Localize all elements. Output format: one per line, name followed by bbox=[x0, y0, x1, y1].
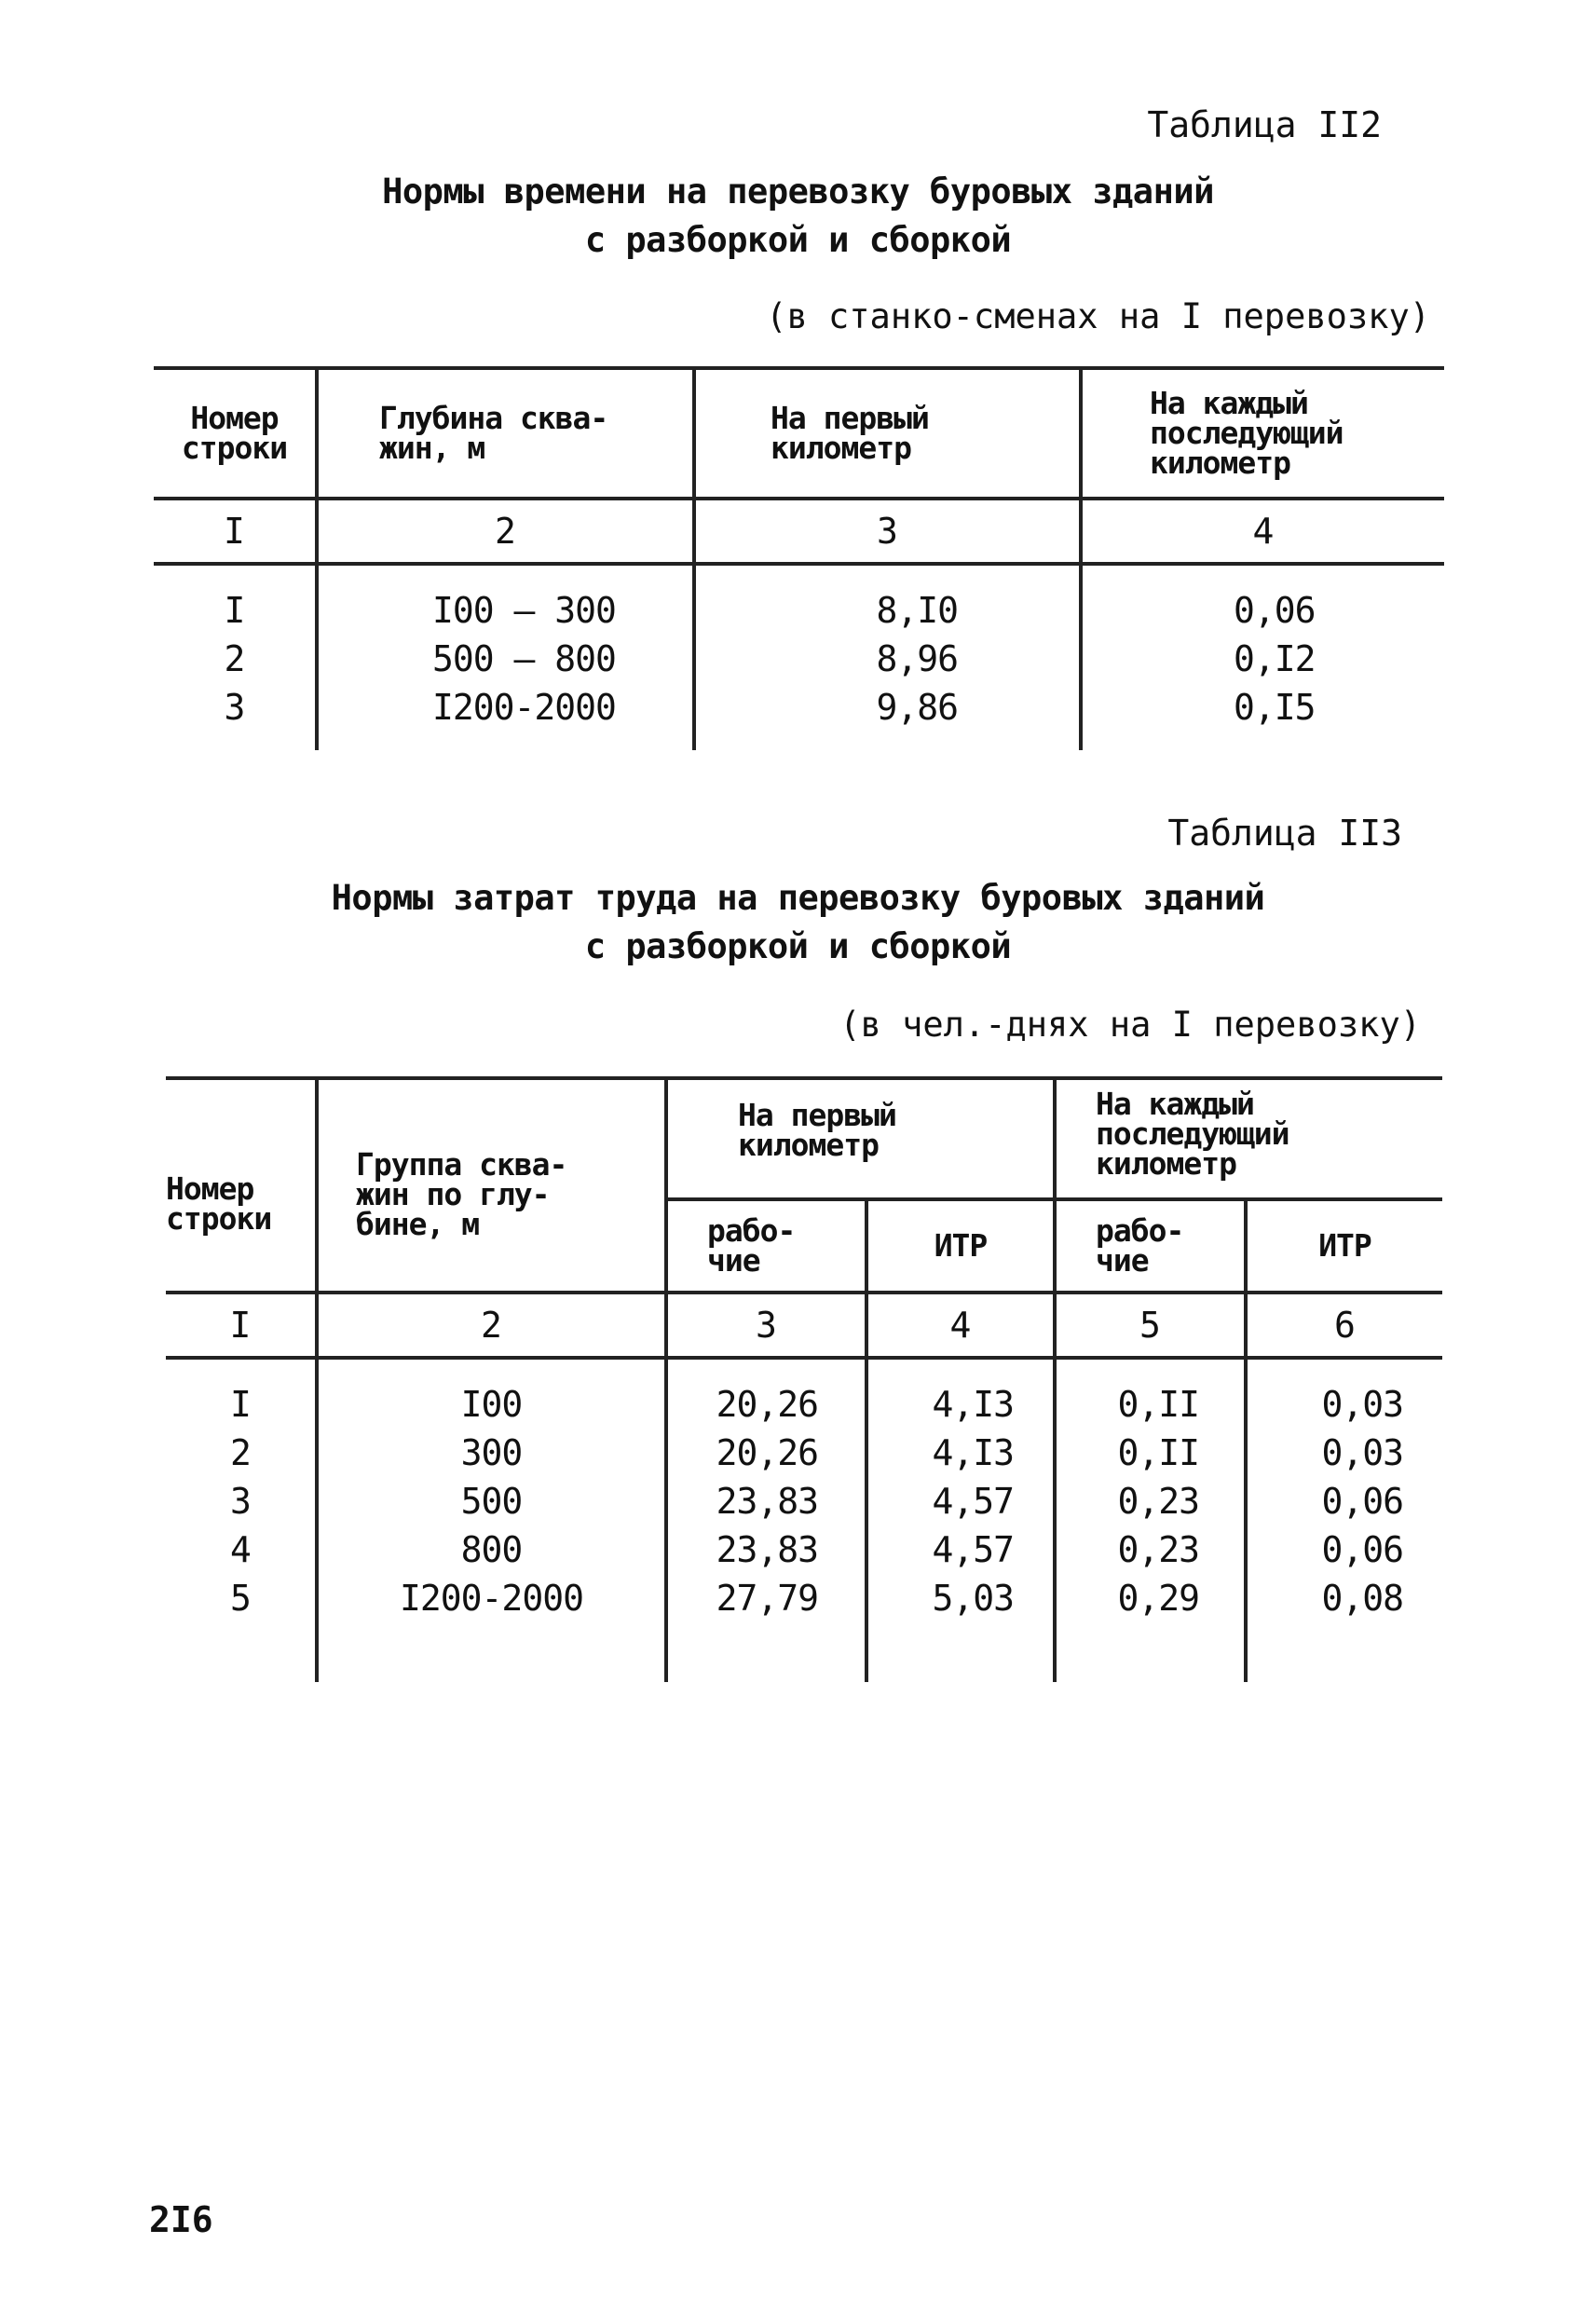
next-itr-value: 0,03 bbox=[1321, 1384, 1403, 1425]
next-workers-value: 0,II bbox=[1117, 1384, 1199, 1425]
first-km-value: 9,86 bbox=[876, 687, 958, 728]
row-number: 3 bbox=[224, 687, 245, 728]
first-km-value: 8,96 bbox=[876, 638, 958, 679]
first-km-value: 8,I0 bbox=[876, 590, 958, 631]
next-km-value: 0,I2 bbox=[1234, 638, 1316, 679]
row-number: 3 bbox=[230, 1481, 251, 1522]
header-next-km: На каждый последующий километр bbox=[1055, 1078, 1442, 1199]
next-itr-value: 0,03 bbox=[1321, 1432, 1403, 1473]
page-number: 2I6 bbox=[149, 2199, 213, 2240]
group-cell bbox=[317, 1358, 666, 1682]
col-number: 5 bbox=[1055, 1293, 1246, 1358]
first-workers-value: 23,83 bbox=[716, 1481, 818, 1522]
header-next-km: На каждый последующий километр bbox=[1081, 368, 1444, 499]
header-row-number: Номер строки bbox=[166, 1078, 317, 1293]
table-113-body bbox=[166, 1358, 1442, 1682]
col-number: 2 bbox=[317, 499, 694, 564]
table-113-units: (в чел.-днях на I перевозку) bbox=[839, 1005, 1421, 1045]
table-112-body bbox=[154, 564, 1444, 750]
next-km-cell bbox=[1081, 564, 1444, 750]
first-km-cell bbox=[694, 564, 1081, 750]
first-itr-cell bbox=[866, 1358, 1055, 1682]
col-number: 6 bbox=[1246, 1293, 1442, 1358]
header-next-itr: ИТР bbox=[1246, 1199, 1442, 1293]
col-number: 4 bbox=[866, 1293, 1055, 1358]
row-numbers-cell bbox=[154, 564, 317, 750]
table-112-column-numbers bbox=[154, 499, 1444, 564]
next-itr-value: 0,08 bbox=[1321, 1578, 1403, 1619]
next-km-value: 0,06 bbox=[1234, 590, 1316, 631]
table-112-units: (в станко-сменах на I перевозку) bbox=[766, 296, 1430, 336]
next-workers-value: 0,23 bbox=[1117, 1481, 1199, 1522]
first-itr-value: 4,I3 bbox=[932, 1384, 1014, 1425]
next-itr-value: 0,06 bbox=[1321, 1481, 1403, 1522]
table-112-number: Таблица II2 bbox=[1147, 104, 1382, 145]
table-112-header-row bbox=[154, 368, 1444, 499]
row-numbers-cell bbox=[166, 1358, 317, 1682]
row-number: 2 bbox=[224, 638, 245, 679]
table-113-column-numbers bbox=[166, 1293, 1442, 1358]
col-number: I bbox=[229, 1305, 252, 1346]
group-value: 500 bbox=[460, 1481, 523, 1522]
header-next-workers: рабо- чие bbox=[1055, 1199, 1246, 1293]
row-number: I bbox=[224, 590, 245, 631]
row-number: 5 bbox=[230, 1578, 251, 1619]
next-itr-cell bbox=[1246, 1358, 1442, 1682]
first-workers-value: 20,26 bbox=[716, 1432, 818, 1473]
col-number: 4 bbox=[1081, 499, 1444, 564]
col-number: 3 bbox=[694, 499, 1081, 564]
row-number: I bbox=[230, 1384, 251, 1425]
table-113-title bbox=[0, 874, 1596, 971]
next-workers-value: 0,II bbox=[1117, 1432, 1199, 1473]
first-workers-value: 20,26 bbox=[716, 1384, 818, 1425]
depth-value: I200-2000 bbox=[432, 687, 616, 728]
group-value: I00 bbox=[460, 1384, 523, 1425]
header-row-number: Номер строки bbox=[181, 400, 288, 466]
row-number: 2 bbox=[230, 1432, 251, 1473]
first-itr-value: 4,57 bbox=[932, 1481, 1014, 1522]
header-depth: Глубина сква- жин, м bbox=[317, 368, 694, 499]
header-group: Группа сква- жин по глу- бине, м bbox=[317, 1078, 666, 1293]
table-113-number: Таблица II3 bbox=[1167, 813, 1402, 854]
header-first-workers: рабо- чие bbox=[666, 1199, 866, 1293]
header-first-km: На первый километр bbox=[694, 368, 1081, 499]
table-112-title bbox=[0, 168, 1596, 265]
col-number: 2 bbox=[317, 1293, 666, 1358]
row-number: 4 bbox=[230, 1529, 251, 1570]
group-value: 800 bbox=[460, 1529, 523, 1570]
depth-cell bbox=[317, 564, 694, 750]
table-113-header-row-1 bbox=[166, 1078, 1442, 1199]
header-first-itr: ИТР bbox=[866, 1199, 1055, 1293]
next-km-value: 0,I5 bbox=[1234, 687, 1316, 728]
col-number: I bbox=[224, 511, 245, 552]
table-113-title-line1: Нормы затрат труда на перевозку буровых зданий bbox=[331, 878, 1265, 918]
depth-value: 500 – 800 bbox=[432, 638, 616, 679]
group-value: 300 bbox=[460, 1432, 523, 1473]
first-itr-value: 4,57 bbox=[932, 1529, 1014, 1570]
first-workers-value: 27,79 bbox=[716, 1578, 818, 1619]
depth-value: I00 – 300 bbox=[432, 590, 616, 631]
first-workers-value: 23,83 bbox=[716, 1529, 818, 1570]
first-itr-value: 4,I3 bbox=[932, 1432, 1014, 1473]
next-workers-cell bbox=[1055, 1358, 1246, 1682]
table-112-title-line2: с разборкой и сборкой bbox=[584, 220, 1012, 260]
next-itr-value: 0,06 bbox=[1321, 1529, 1403, 1570]
group-value: I200-2000 bbox=[400, 1578, 583, 1619]
col-number: 3 bbox=[666, 1293, 866, 1358]
first-itr-value: 5,03 bbox=[932, 1578, 1014, 1619]
table-112 bbox=[154, 366, 1444, 750]
table-113 bbox=[166, 1076, 1442, 1682]
first-workers-cell bbox=[666, 1358, 866, 1682]
table-113-title-line2: с разборкой и сборкой bbox=[584, 926, 1012, 966]
header-first-km: На первый километр bbox=[666, 1078, 1055, 1199]
table-112-title-line1: Нормы времени на перевозку буровых зданий bbox=[382, 171, 1214, 212]
next-workers-value: 0,29 bbox=[1117, 1578, 1199, 1619]
next-workers-value: 0,23 bbox=[1117, 1529, 1199, 1570]
